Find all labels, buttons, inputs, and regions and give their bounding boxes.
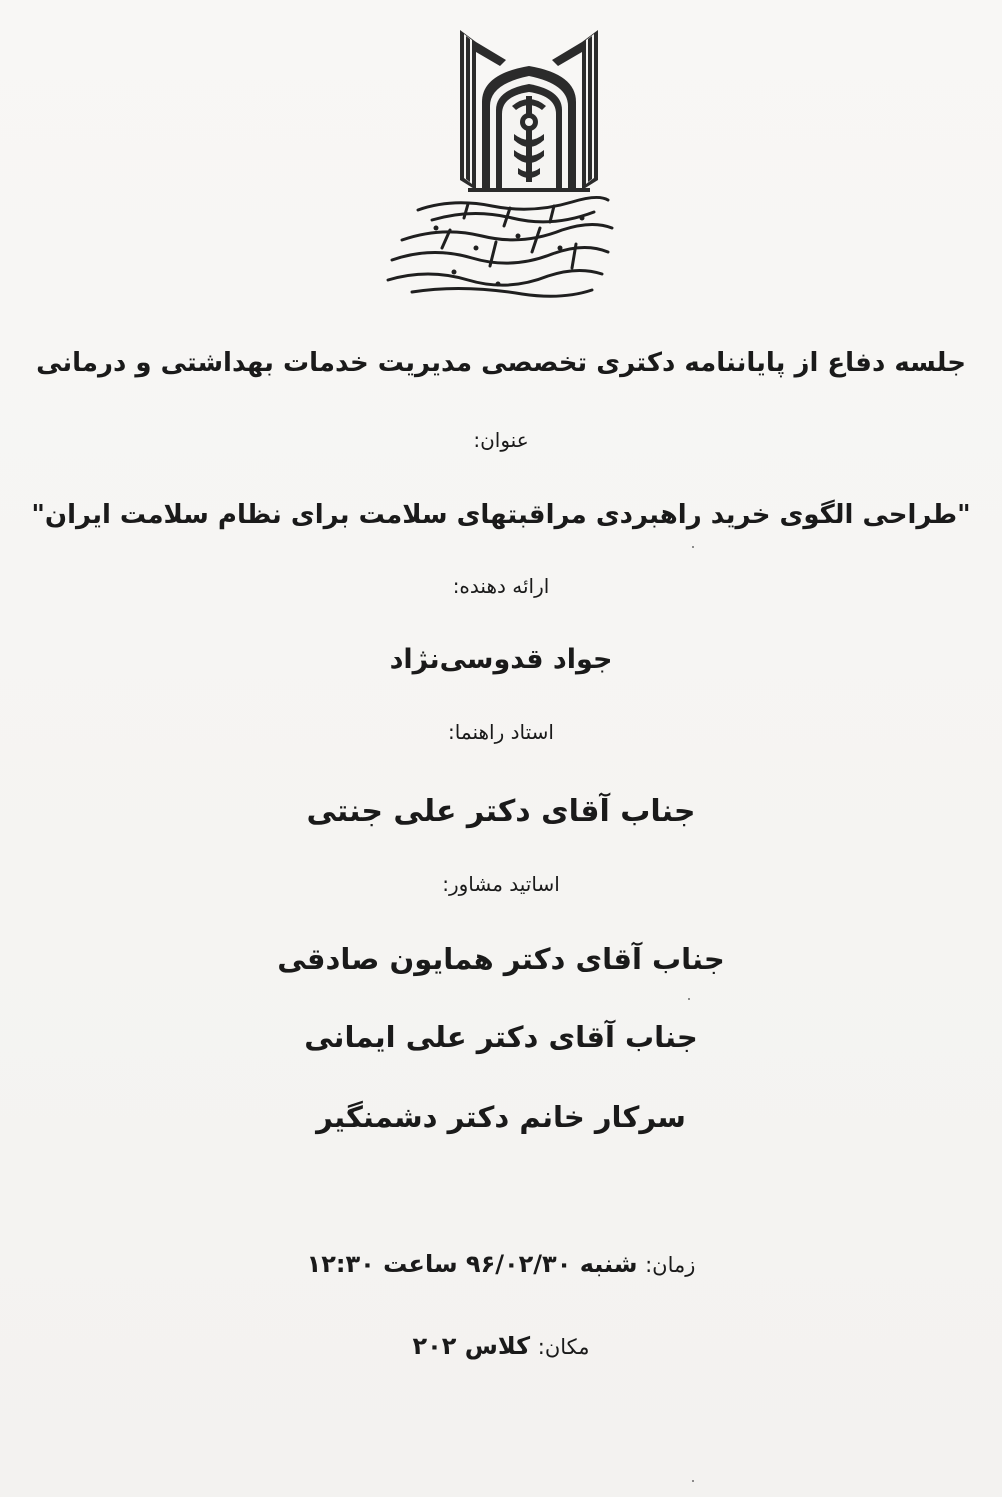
time-value: شنبه ۹۶/۰۲/۳۰ ساعت ۱۲:۳۰ <box>306 1250 638 1278</box>
place-value: کلاس ۲۰۲ <box>412 1332 531 1360</box>
place-label: مکان: <box>537 1335 590 1359</box>
advisors-label: اساتید مشاور: <box>442 872 560 896</box>
presenter-label: ارائه دهنده: <box>452 574 550 598</box>
advisor-name: جناب آقای دکتر همایون صادقی <box>277 942 725 976</box>
paper-speck <box>688 998 690 1000</box>
presenter-name: جواد قدوسی‌نژاد <box>389 644 613 675</box>
supervisor-name: جناب آقای دکتر علی جنتی <box>306 794 696 829</box>
thesis-title: "طراحی الگوی خرید راهبردی مراقبتهای سلامت برای نظام سلامت ایران" <box>31 500 971 530</box>
paper-speck <box>692 1480 694 1482</box>
paper-speck <box>692 546 694 548</box>
time-label: زمان: <box>645 1253 696 1277</box>
logo-emblem-icon <box>372 22 634 304</box>
advisor-name: جناب آقای دکتر علی ایمانی <box>304 1020 698 1054</box>
title-label: عنوان: <box>473 428 529 452</box>
session-place <box>0 1332 1002 1360</box>
supervisor-label: استاد راهنما: <box>448 720 554 744</box>
university-logo <box>372 22 634 304</box>
advisor-name: سرکار خانم دکتر دشمنگیر <box>316 1100 686 1134</box>
defense-session-heading: جلسه دفاع از پایاننامه دکتری تخصصی مدیریت خدمات بهداشتی و درمانی <box>36 348 966 378</box>
svg-text:دانشگاه علوم پزشکی تبریز: دانشگاه علوم پزشکی تبریز <box>497 304 509 305</box>
session-time <box>0 1250 1002 1278</box>
